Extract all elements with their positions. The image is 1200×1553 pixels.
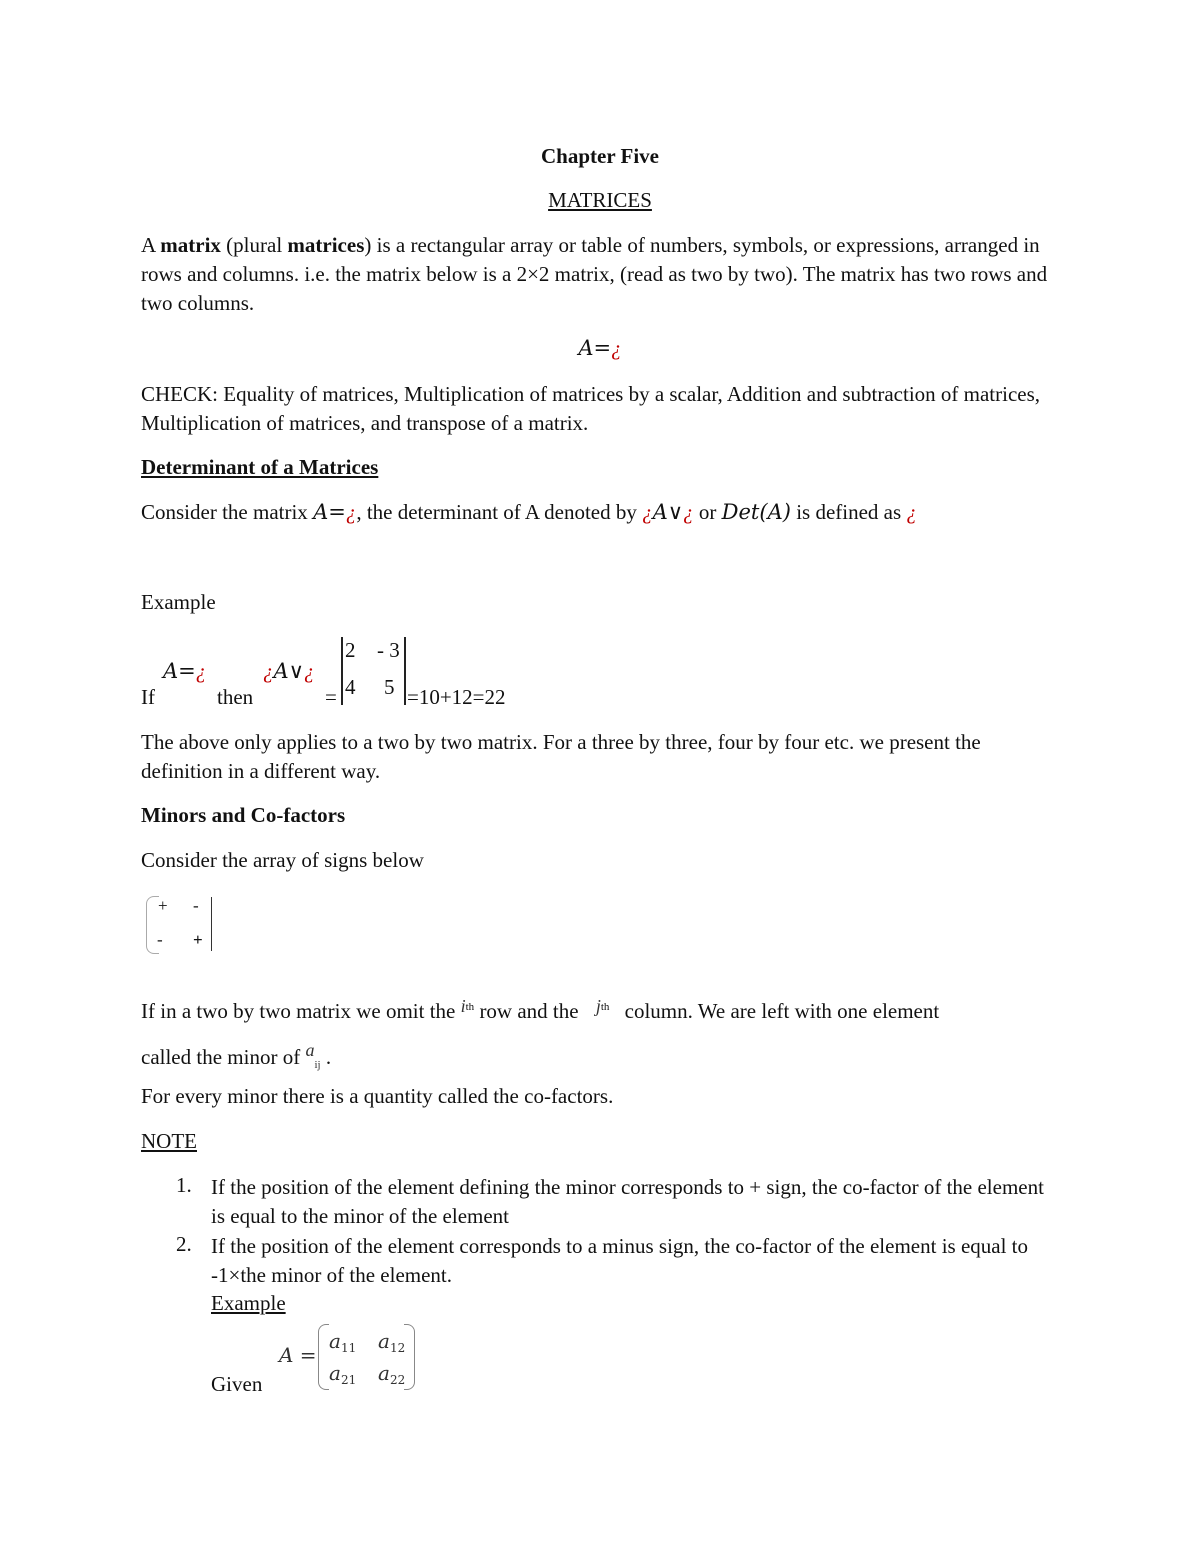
- a12-a: a: [378, 1329, 390, 1353]
- term-matrices: matrices: [287, 233, 365, 257]
- j-symbol: j: [595, 996, 601, 1016]
- given-a21: [329, 1361, 356, 1387]
- note-item-1-num: 1.: [176, 1173, 192, 1197]
- section-title: MATRICES: [548, 188, 652, 212]
- minor-l1b: row and the: [474, 999, 584, 1023]
- given-a-eq: A =: [279, 1343, 317, 1367]
- det-result: =10+12=22: [407, 685, 506, 709]
- det-t2: , the determinant of A denoted by: [356, 500, 643, 524]
- det-m22: 5: [384, 675, 395, 699]
- a12-sub: 12: [389, 1341, 406, 1355]
- two-by-two-note: The above only applies to a two by two matrix. For a three by three, four by four etc. we present the definition in a different way.: [141, 730, 981, 783]
- ij-subscript: ij: [314, 1059, 321, 1071]
- cofactor-line: For every minor there is a quantity called the co-factors.: [141, 1084, 614, 1108]
- intro-a: A: [141, 233, 161, 257]
- det-bar-right: [404, 637, 406, 705]
- i-symbol: i: [460, 996, 466, 1016]
- if-word: If: [141, 685, 155, 709]
- ex-det-d: ¿: [304, 659, 315, 683]
- ex-eq-a: A=: [163, 659, 196, 683]
- note-item-1-text: If the position of the element defining the minor corresponds to + sign, the co-factor of the element is equal to the minor of the element: [211, 1175, 1044, 1228]
- minor-l2b: .: [320, 1045, 332, 1069]
- term-matrix: matrix: [160, 233, 221, 257]
- det-t3: or: [693, 500, 722, 524]
- a21-a: a: [329, 1361, 341, 1385]
- then-word: then: [217, 685, 254, 709]
- example-label: Example: [141, 590, 216, 614]
- minor-l1c: column. We are left with one element: [619, 999, 940, 1023]
- th2: th: [600, 1001, 610, 1013]
- note-heading: NOTE: [141, 1129, 197, 1153]
- sign-21: -: [157, 930, 163, 949]
- minor-l1a: If in a two by two matrix we omit the: [141, 999, 461, 1023]
- minor-line-1: [141, 996, 939, 1024]
- check-paragraph: CHECK: Equality of matrices, Multiplication of matrices by a scalar, Addition and subtraction of matrices, Multiplication of matrices, and transpose of a matrix.: [141, 382, 1041, 435]
- example-eq-a: [163, 659, 206, 684]
- given-a12: [378, 1329, 405, 1355]
- note-item-2-text: If the position of the element corresponds to a minus sign, the co-factor of the element is equal to -1×the minor of the element.: [211, 1234, 1029, 1287]
- det-m3: Det: [721, 500, 760, 524]
- given-paren-left: [318, 1324, 329, 1390]
- ex-det-c: ∨: [288, 659, 305, 683]
- given-paren-right: [404, 1324, 415, 1390]
- det-m21: 4: [345, 675, 356, 699]
- a22-a: a: [378, 1361, 390, 1385]
- minor-line-2: [141, 1040, 331, 1071]
- a22-sub: 22: [389, 1373, 406, 1387]
- intro-p2: ) is a rectangular array or table of numbers, symbols, or expressions, arranged in rows and columns. i.e. the matrix below is a 2×2 matrix, (read as two by two). The matrix has two rows and two columns.: [141, 233, 1048, 315]
- sign-22: +: [193, 930, 203, 949]
- chapter-title: Chapter Five: [540, 144, 659, 168]
- det-m2b: A: [652, 500, 668, 524]
- ex-eq-b: ¿: [195, 659, 207, 683]
- a11-sub: 11: [340, 1341, 357, 1355]
- minors-heading: Minors and Co-factors: [141, 803, 346, 827]
- eq1-rhs: ¿: [611, 336, 622, 360]
- equals-sign: =: [325, 685, 337, 709]
- given-a22: [378, 1361, 405, 1387]
- sign-11: +: [158, 896, 168, 915]
- note-item-2-num: 2.: [176, 1232, 192, 1256]
- example-det-symbol: [263, 659, 315, 684]
- ex-det-b: A: [273, 659, 289, 683]
- det-m12: - 3: [377, 638, 400, 662]
- det-t4: is defined as: [790, 500, 907, 524]
- det-m2d: ¿: [683, 500, 694, 524]
- a-symbol: a: [305, 1040, 315, 1060]
- det-m2c: ∨: [667, 500, 684, 524]
- det-t1: Consider the matrix: [141, 500, 314, 524]
- example2-label: Example: [211, 1291, 286, 1315]
- determinant-definition: [141, 500, 917, 525]
- a21-sub: 21: [340, 1373, 357, 1387]
- eq1-lhs: A=: [578, 336, 612, 360]
- signs-intro: Consider the array of signs below: [141, 848, 424, 872]
- ex-det-a: ¿: [263, 659, 274, 683]
- equation-a: [0, 336, 1200, 361]
- det-m2a: ¿: [642, 500, 653, 524]
- det-m11: 2: [345, 638, 356, 662]
- given-word: Given: [211, 1372, 263, 1396]
- a11-a: a: [329, 1329, 341, 1353]
- given-a11: [329, 1329, 356, 1355]
- intro-paragraph: [141, 231, 1061, 318]
- det-m1: A=: [313, 500, 346, 524]
- det-m4: ¿: [906, 500, 917, 524]
- det-bar-left: [341, 637, 343, 705]
- sign-12: -: [193, 896, 199, 915]
- determinant-heading: Determinant of a Matrices: [141, 455, 379, 479]
- minor-l2a: called the minor of: [141, 1045, 306, 1069]
- det-m1b: ¿: [345, 500, 357, 524]
- det-m3b: (A): [759, 500, 791, 524]
- intro-p1: (plural: [220, 233, 288, 257]
- th1: th: [465, 1001, 475, 1013]
- sign-bar-right: [211, 897, 212, 951]
